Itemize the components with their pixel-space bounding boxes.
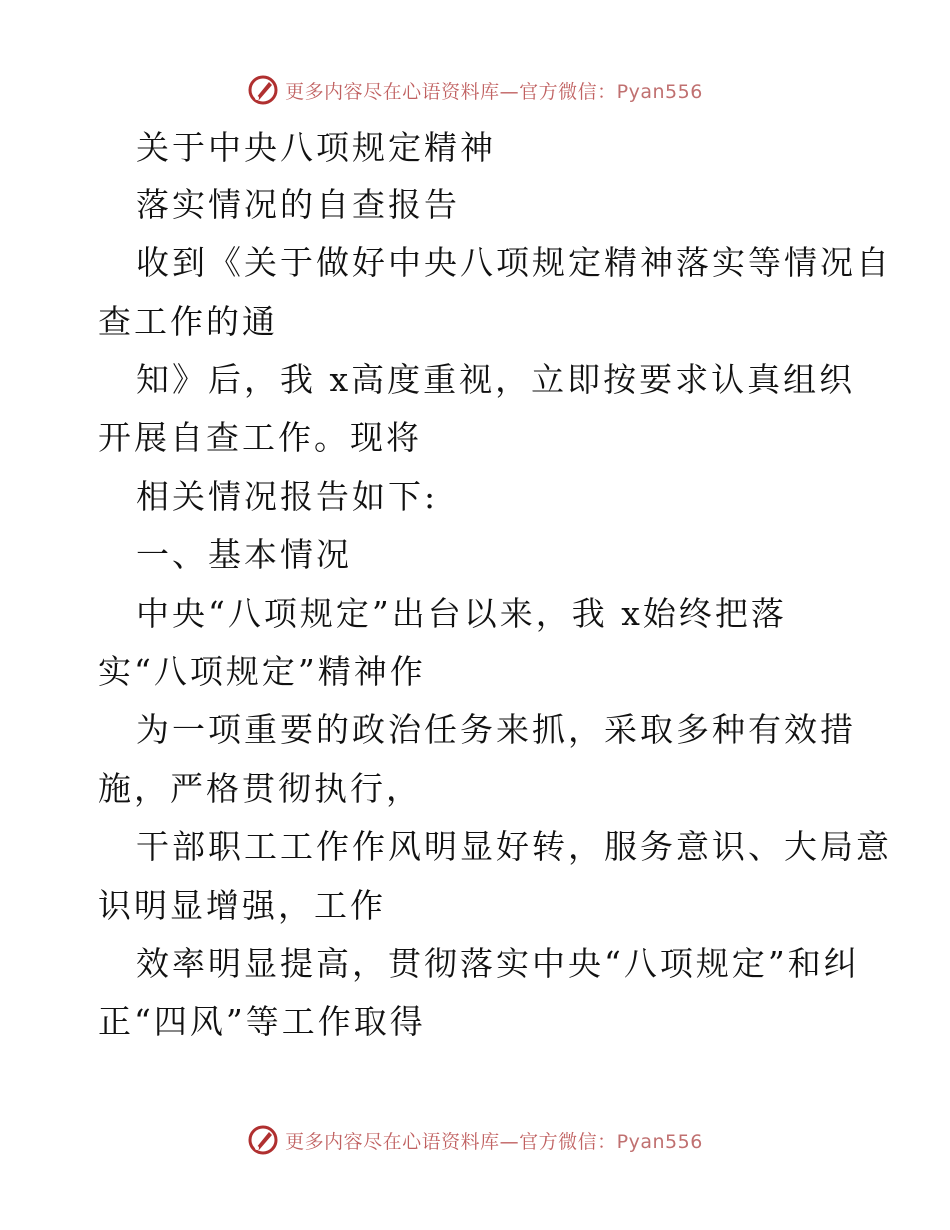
doc-title-line-2: 落实情况的自查报告 [136,185,460,224]
watermark-text: 更多内容尽在心语资料库—官方微信：Pyan556 [285,1130,703,1153]
footer-watermark [0,1120,950,1160]
watermark-text: 更多内容尽在心语资料库—官方微信：Pyan556 [285,80,703,103]
doc-line: 干部职工工作作风明显好转，服务意识、大局意 [136,827,892,866]
doc-title-line-1: 关于中央八项规定精神 [136,128,496,167]
doc-line: 中央“八项规定”出台以来，我 x始终把落 [136,594,787,633]
doc-line: 效率明显提高，贯彻落实中央“八项规定”和纠 [136,944,860,983]
doc-line: 施，严格贯彻执行， [98,769,422,808]
doc-line: 开展自查工作。现将 [98,418,422,457]
doc-line: 识明显增强，工作 [98,886,386,925]
pen-nib-logo-icon [247,1124,279,1156]
doc-line: 知》后，我 x高度重视，立即按要求认真组织 [136,360,856,399]
doc-line: 收到《关于做好中央八项规定精神落实等情况自 [136,243,892,282]
doc-line: 为一项重要的政治任务来抓，采取多种有效措 [136,710,856,749]
watermark-id: Pyan556 [616,80,703,103]
watermark-id: Pyan556 [616,1130,703,1153]
doc-line: 实“八项规定”精神作 [98,652,426,691]
doc-line: 正“四风”等工作取得 [98,1002,426,1041]
doc-line: 相关情况报告如下: [136,477,439,516]
doc-line: 查工作的通 [98,302,278,341]
section-heading: 一、基本情况 [136,535,352,574]
